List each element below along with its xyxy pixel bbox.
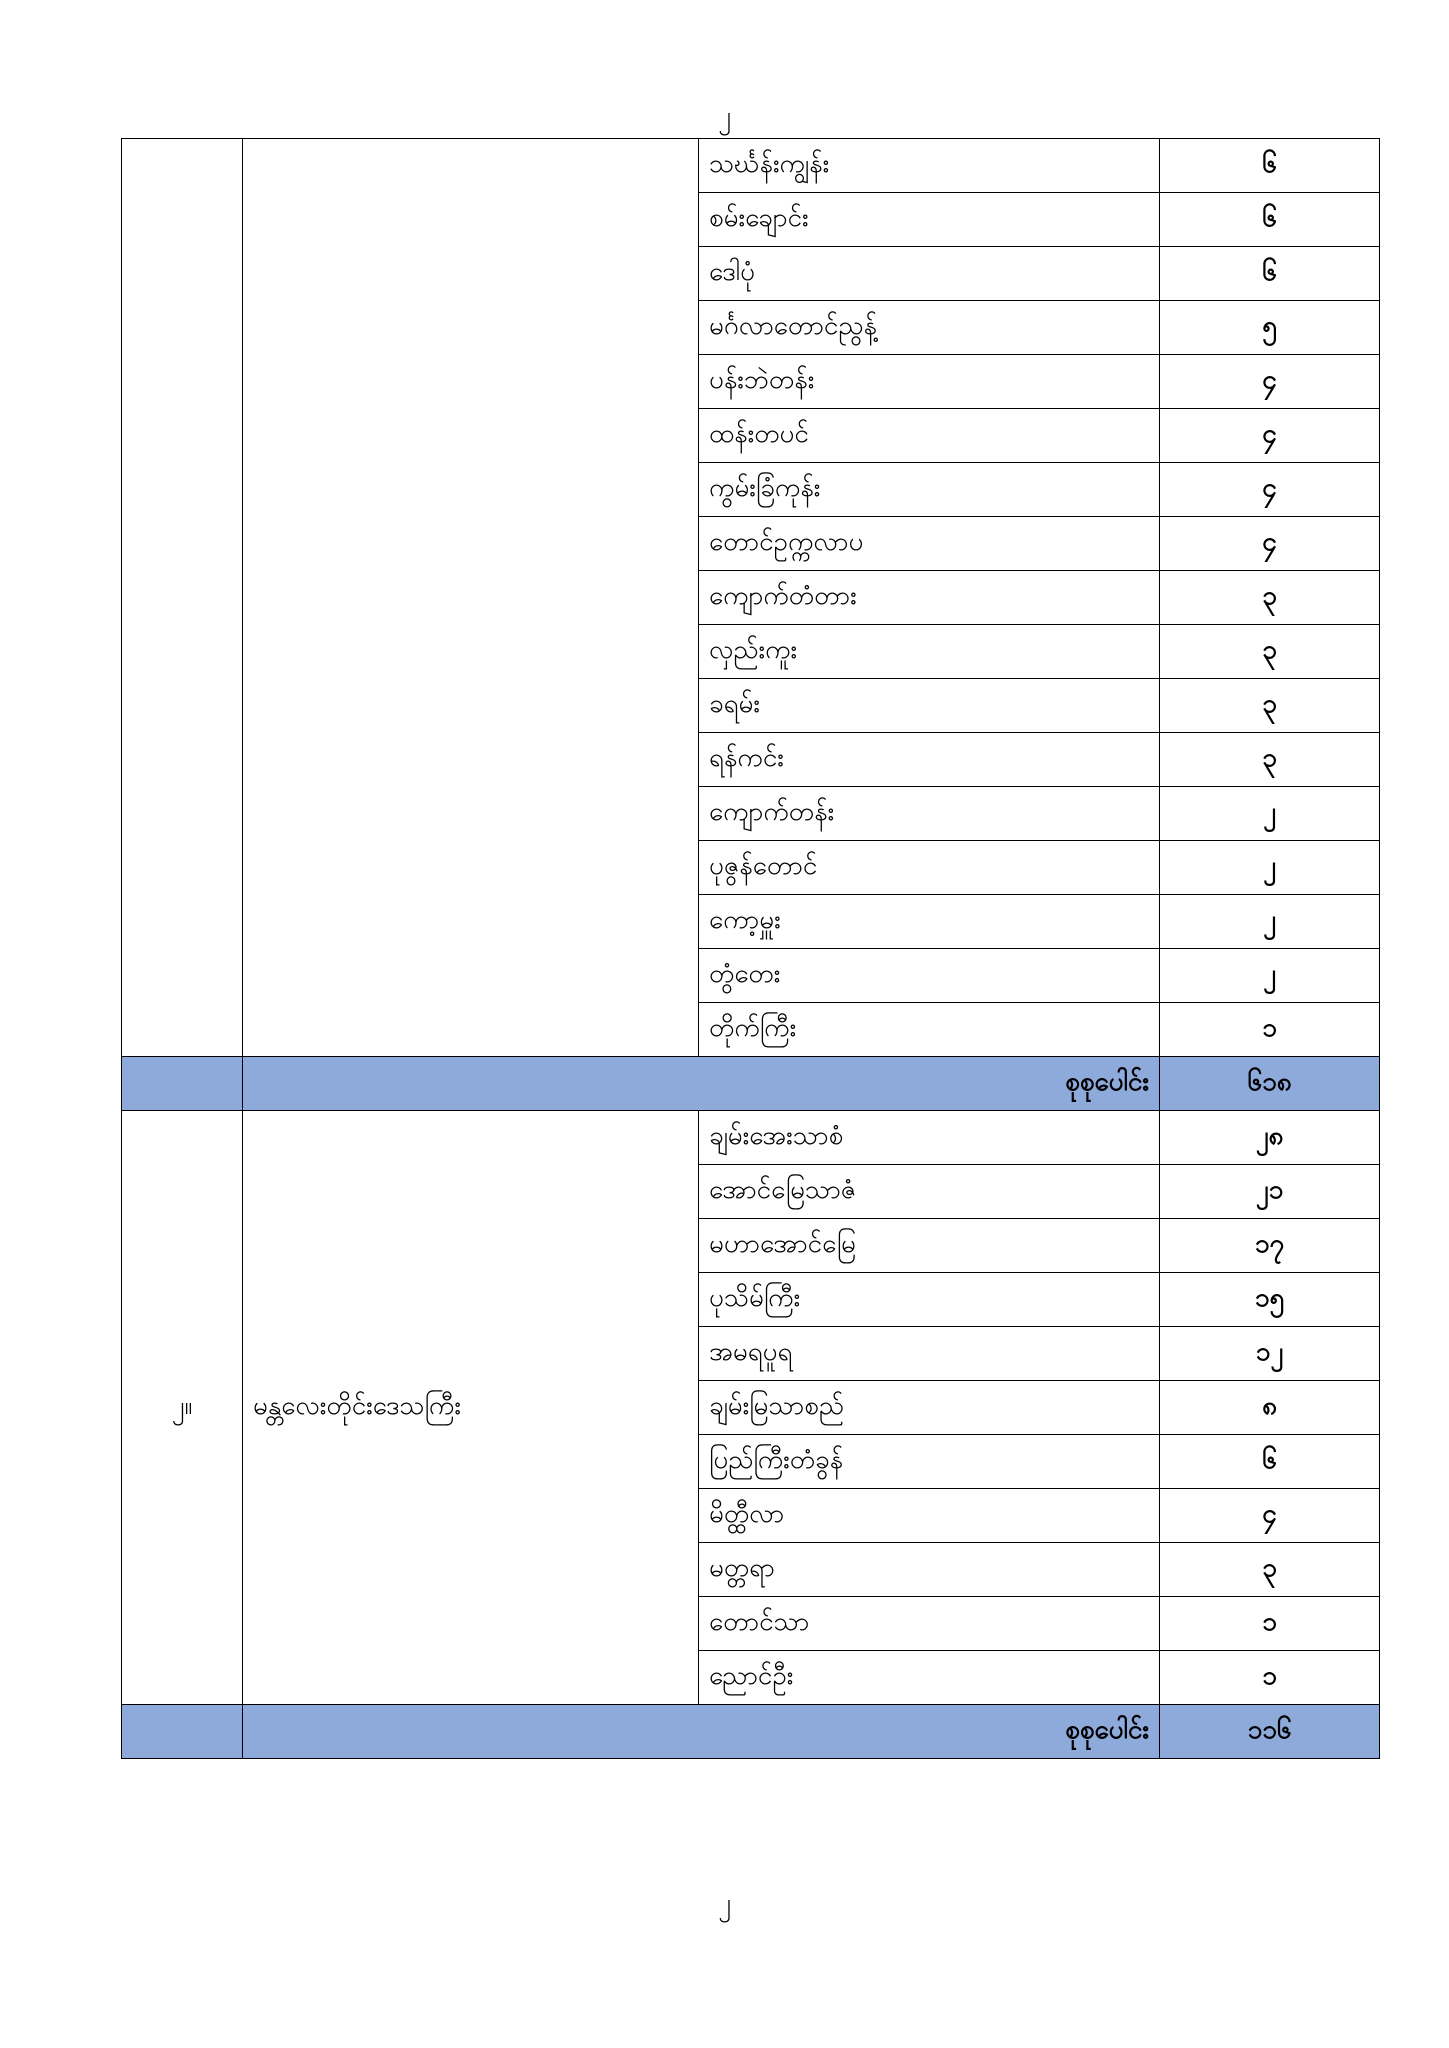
- township-name: ထန်းတပင်: [699, 409, 1160, 463]
- township-count: ၆: [1160, 247, 1380, 301]
- township-count: ၄: [1160, 463, 1380, 517]
- township-name: ပြည်ကြီးတံခွန်: [699, 1435, 1160, 1489]
- serial-number-cell: ၂။: [122, 1111, 243, 1705]
- township-count: ၃: [1160, 571, 1380, 625]
- township-name: မိတ္ထီလာ: [699, 1489, 1160, 1543]
- table-row: [122, 139, 1380, 193]
- township-name: လှည်းကူး: [699, 625, 1160, 679]
- township-name: ပုဇွန်တောင်: [699, 841, 1160, 895]
- township-name: တွံတေး: [699, 949, 1160, 1003]
- township-name: ကော့မှူး: [699, 895, 1160, 949]
- township-name: မင်္ဂလာတောင်ညွန့်: [699, 301, 1160, 355]
- township-name: ချမ်းမြသာစည်: [699, 1381, 1160, 1435]
- township-count: ၁၂: [1160, 1327, 1380, 1381]
- township-count: ၅: [1160, 301, 1380, 355]
- township-count: ၄: [1160, 355, 1380, 409]
- township-count: ၆: [1160, 193, 1380, 247]
- township-count: ၆: [1160, 1435, 1380, 1489]
- total-value: ၆၁၈: [1160, 1057, 1380, 1111]
- township-count: ၃: [1160, 625, 1380, 679]
- township-count: ၁၅: [1160, 1273, 1380, 1327]
- township-count: ၁: [1160, 1003, 1380, 1057]
- township-name: ခရမ်း: [699, 679, 1160, 733]
- township-count-table: [121, 138, 1380, 1759]
- total-label: စုစုပေါင်း: [243, 1057, 1160, 1111]
- township-count: ၈: [1160, 1381, 1380, 1435]
- total-blank-cell: [122, 1705, 243, 1759]
- township-count: ၂: [1160, 841, 1380, 895]
- total-row: [122, 1057, 1380, 1111]
- region-name-cell: မန္တလေးတိုင်းဒေသကြီး: [243, 1111, 699, 1705]
- total-label: စုစုပေါင်း: [243, 1705, 1160, 1759]
- township-name: တိုက်ကြီး: [699, 1003, 1160, 1057]
- township-count: ၄: [1160, 1489, 1380, 1543]
- serial-number-cell: [122, 139, 243, 1057]
- township-count: ၄: [1160, 517, 1380, 571]
- township-name: အမရပူရ: [699, 1327, 1160, 1381]
- township-name: စမ်းချောင်း: [699, 193, 1160, 247]
- township-name: ဒေါပုံ: [699, 247, 1160, 301]
- township-count: ၂: [1160, 895, 1380, 949]
- page-number-bottom: ၂: [718, 1888, 731, 1918]
- township-name: တောင်ဥက္ကလာပ: [699, 517, 1160, 571]
- township-name: မဟာအောင်မြေ: [699, 1219, 1160, 1273]
- township-name: ရန်ကင်း: [699, 733, 1160, 787]
- page-number-top: ၂: [718, 101, 731, 131]
- township-name: ပုသိမ်ကြီး: [699, 1273, 1160, 1327]
- township-name: အောင်မြေသာဇံ: [699, 1165, 1160, 1219]
- total-value: ၁၁၆: [1160, 1705, 1380, 1759]
- township-name: ချမ်းအေးသာစံ: [699, 1111, 1160, 1165]
- township-name: တောင်သာ: [699, 1597, 1160, 1651]
- township-count: ၂၈: [1160, 1111, 1380, 1165]
- total-blank-cell: [122, 1057, 243, 1111]
- township-count: ၃: [1160, 733, 1380, 787]
- township-count: ၃: [1160, 679, 1380, 733]
- township-count: ၂၁: [1160, 1165, 1380, 1219]
- township-count: ၁: [1160, 1597, 1380, 1651]
- township-count: ၃: [1160, 1543, 1380, 1597]
- township-name: သင်္ဃန်းကျွန်း: [699, 139, 1160, 193]
- township-count: ၂: [1160, 949, 1380, 1003]
- table-row: [122, 1111, 1380, 1165]
- township-name: ကွမ်းခြံကုန်း: [699, 463, 1160, 517]
- township-count: ၄: [1160, 409, 1380, 463]
- township-name: မတ္တရာ: [699, 1543, 1160, 1597]
- township-count: ၁: [1160, 1651, 1380, 1705]
- township-name: ကျောက်တန်း: [699, 787, 1160, 841]
- township-name: ပန်းဘဲတန်း: [699, 355, 1160, 409]
- township-count: ၂: [1160, 787, 1380, 841]
- township-name: ကျောက်တံတား: [699, 571, 1160, 625]
- total-row: [122, 1705, 1380, 1759]
- township-name: ညောင်ဦး: [699, 1651, 1160, 1705]
- township-count: ၁၇: [1160, 1219, 1380, 1273]
- township-count: ၆: [1160, 139, 1380, 193]
- region-name-cell: [243, 139, 699, 1057]
